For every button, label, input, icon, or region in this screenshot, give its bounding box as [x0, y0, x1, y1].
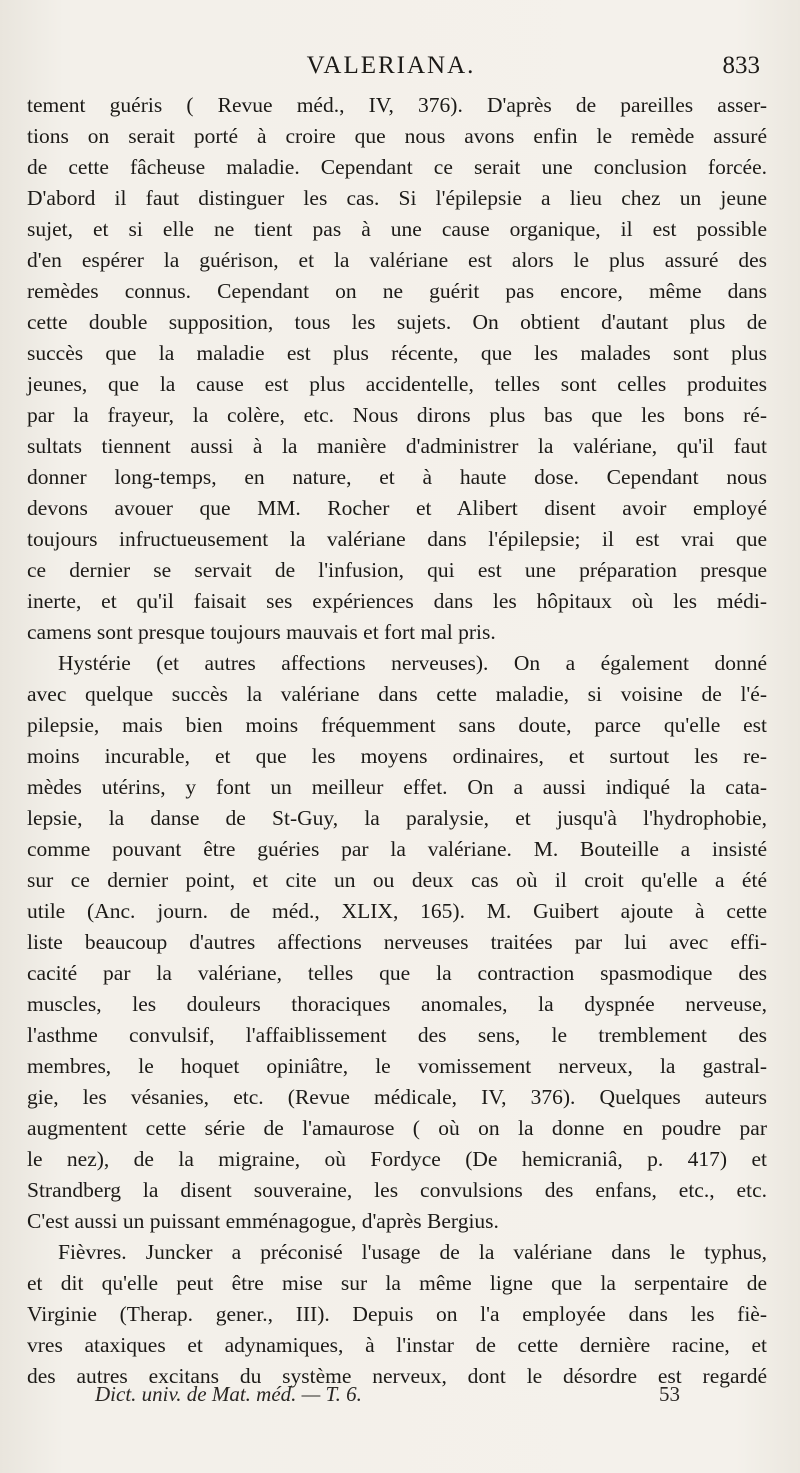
text-line: mèdes utérins, y font un meilleur effet. On a aussi indiqué la cata- — [27, 775, 767, 799]
running-header — [22, 52, 760, 86]
text-line: Fièvres. Juncker a préconisé l'usage de la valériane dans le typhus, — [58, 1240, 767, 1264]
text-line: remèdes connus. Cependant on ne guérit pas encore, même dans — [27, 279, 767, 303]
text-line: cacité par la valériane, telles que la contraction spasmodique des — [27, 961, 767, 985]
text-line: pilepsie, mais bien moins fréquemment sans doute, parce qu'elle est — [27, 713, 767, 737]
text-line: d'en espérer la guérison, et la valériane est alors le plus assuré des — [27, 248, 767, 272]
page-footer — [95, 1382, 695, 1412]
text-line: liste beaucoup d'autres affections nerveuses traitées par lui avec effi- — [27, 930, 767, 954]
text-line: lepsie, la danse de St-Guy, la paralysie, et jusqu'à l'hydrophobie, — [27, 806, 767, 830]
body-text — [27, 90, 767, 1392]
text-line: Strandberg la disent souveraine, les convulsions des enfans, etc., etc. — [27, 1178, 767, 1202]
text-line: sultats tiennent aussi à la manière d'administrer la valériane, qu'il faut — [27, 434, 767, 458]
text-line: C'est aussi un puissant emménagogue, d'après Bergius. — [27, 1209, 499, 1233]
text-line: succès que la maladie est plus récente, que les malades sont plus — [27, 341, 767, 365]
text-line: toujours infructueusement la valériane dans l'épilepsie; il est vrai que — [27, 527, 767, 551]
text-line: inerte, et qu'il faisait ses expériences dans les hôpitaux où les médi- — [27, 589, 767, 613]
text-line: moins incurable, et que les moyens ordinaires, et surtout les re- — [27, 744, 767, 768]
text-line: D'abord il faut distinguer les cas. Si l'épilepsie a lieu chez un jeune — [27, 186, 767, 210]
text-line: par la frayeur, la colère, etc. Nous dirons plus bas que les bons ré- — [27, 403, 767, 427]
page-number: 833 — [722, 52, 760, 79]
text-line: Virginie (Therap. gener., III). Depuis on l'a employée dans les fiè- — [27, 1302, 767, 1326]
text-line: Hystérie (et autres affections nerveuses). On a également donné — [58, 651, 767, 675]
text-line: des autres excitans du système nerveux, dont le désordre est regardé — [27, 1364, 767, 1388]
text-line: tement guéris ( Revue méd., IV, 376). D'après de pareilles asser- — [27, 93, 767, 117]
text-line: comme pouvant être guéries par la valériane. M. Bouteille a insisté — [27, 837, 767, 861]
text-line: camens sont presque toujours mauvais et fort mal pris. — [27, 620, 496, 644]
text-line: tions on serait porté à croire que nous avons enfin le remède assuré — [27, 124, 767, 148]
text-line: sur ce dernier point, et cite un ou deux cas où il croit qu'elle a été — [27, 868, 767, 892]
text-line: muscles, les douleurs thoraciques anomales, la dyspnée nerveuse, — [27, 992, 767, 1016]
footer-reference: Dict. univ. de Mat. méd. — T. 6. — [95, 1382, 362, 1406]
text-line: et dit qu'elle peut être mise sur la même ligne que la serpentaire de — [27, 1271, 767, 1295]
text-line: augmentent cette série de l'amaurose ( où on la donne en poudre par — [27, 1116, 767, 1140]
page-title: VALERIANA. — [306, 52, 476, 79]
text-line: ce dernier se servait de l'infusion, qui est une préparation presque — [27, 558, 767, 582]
signature-mark: 53 — [659, 1382, 680, 1406]
text-line: vres ataxiques et adynamiques, à l'instar de cette dernière racine, et — [27, 1333, 767, 1357]
text-line: devons avouer que MM. Rocher et Alibert disent avoir employé — [27, 496, 767, 520]
text-line: donner long-temps, en nature, et à haute dose. Cependant nous — [27, 465, 767, 489]
text-line: de cette fâcheuse maladie. Cependant ce serait une conclusion forcée. — [27, 155, 767, 179]
text-line: gie, les vésanies, etc. (Revue médicale, IV, 376). Quelques auteurs — [27, 1085, 767, 1109]
text-line: le nez), de la migraine, où Fordyce (De hemicraniâ, p. 417) et — [27, 1147, 767, 1171]
text-line: l'asthme convulsif, l'affaiblissement des sens, le tremblement des — [27, 1023, 767, 1047]
text-line: cette double supposition, tous les sujets. On obtient d'autant plus de — [27, 310, 767, 334]
text-line: jeunes, que la cause est plus accidentelle, telles sont celles produites — [27, 372, 767, 396]
text-line: utile (Anc. journ. de méd., XLIX, 165). M. Guibert ajoute à cette — [27, 899, 767, 923]
text-line: avec quelque succès la valériane dans cette maladie, si voisine de l'é- — [27, 682, 767, 706]
text-line: membres, le hoquet opiniâtre, le vomissement nerveux, la gastral- — [27, 1054, 767, 1078]
text-line: sujet, et si elle ne tient pas à une cause organique, il est possible — [27, 217, 767, 241]
